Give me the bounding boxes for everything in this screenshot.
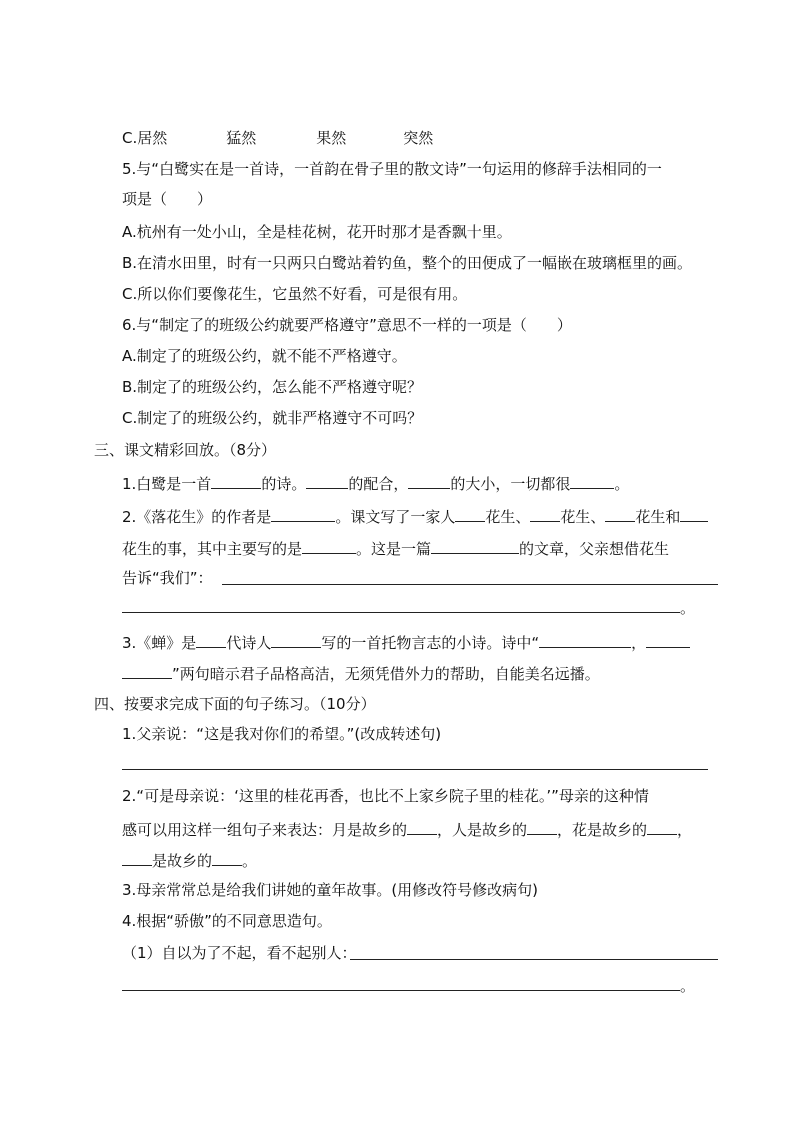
text: 。 [614,475,630,493]
text: ， [677,821,693,839]
option-word: 果然 [316,129,347,147]
fill-blank[interactable] [271,631,321,648]
fill-blank[interactable] [408,472,450,489]
q5-stem-line1: 5.与“白鹭实在是一首诗，一首韵在骨子里的散文诗”一句运用的修辞手法相同的一 [122,160,662,178]
s4-q2-line1: 2.“可是母亲说：‘这里的桂花再香，也比不上家乡院子里的桂花。’”母亲的这种情 [122,787,649,805]
text: 花生、 [560,508,606,526]
text: 的配合， [348,475,409,493]
q5-stem-line2: 项是（ ） [122,190,213,208]
option-word: 猛然 [226,129,257,147]
option-label: C. [122,129,138,147]
text: ， [631,634,647,652]
text: ”两句暗示君子品格高洁，无须凭借外力的帮助，自能美名远播。 [172,665,600,683]
fill-blank[interactable] [647,818,677,835]
answer-line[interactable] [350,959,718,960]
s4-q4-1: （1）自以为了不起，看不起别人： [122,944,357,962]
fill-blank[interactable] [122,849,152,866]
text: 的诗。 [261,475,307,493]
s3-q2-line4-end: 。 [680,599,696,617]
s3-q3-line2 [122,662,600,684]
q4-option-c [122,128,433,148]
fill-blank[interactable] [646,631,690,648]
text: 的文章，父亲想借花生 [519,540,670,558]
fill-blank[interactable] [196,631,226,648]
fill-blank[interactable] [212,849,242,866]
q6-option-c: C.制定了的班级公约，就非严格遵守不可吗？ [122,409,423,427]
fill-blank[interactable] [455,505,485,522]
fill-blank[interactable] [211,472,261,489]
fill-blank[interactable] [530,505,560,522]
q6-stem: 6.与“制定了的班级公约就要严格遵守”意思不一样的一项是（ ） [122,316,572,334]
s4-q3: 3.母亲常常总是给我们讲她的童年故事。(用修改符号修改病句) [122,881,539,899]
text: 感可以用这样一组句子来表达：月是故乡的 [122,821,408,839]
text: 。 [242,852,258,870]
text: 。这是一篇 [356,540,432,558]
text: 花生、 [485,508,531,526]
answer-line[interactable] [222,584,718,585]
q6-option-b: B.制定了的班级公约，怎么能不严格遵守呢？ [122,378,423,396]
fill-blank[interactable] [122,662,172,679]
fill-blank[interactable] [527,818,557,835]
s3-q2-line3: 告诉“我们”： [122,569,213,587]
text: 1.白鹭是一首 [122,475,212,493]
fill-blank[interactable] [539,631,631,648]
section3-title: 三、课文精彩回放。（8分） [94,441,277,459]
q5-option-c: C.所以你们要像花生，它虽然不好看，可是很有用。 [122,285,468,303]
s4-q2-line3 [122,849,257,871]
text: ，人是故乡的 [437,821,528,839]
fill-blank[interactable] [306,472,348,489]
text: 花生和 [635,508,681,526]
text: 3.《蝉》是 [122,634,197,652]
fill-blank[interactable] [431,537,519,554]
s3-q2-line2 [122,537,669,559]
text: 花生的事，其中主要写的是 [122,540,303,558]
text: 是故乡的 [152,852,213,870]
text: 写的一首托物言志的小诗。诗中“ [321,634,540,652]
s3-q1 [122,472,629,494]
text: 代诗人 [226,634,272,652]
fill-blank[interactable] [570,472,614,489]
text: 。课文写了一家人 [335,508,456,526]
text: 2.《落花生》的作者是 [122,508,272,526]
section4-title: 四、按要求完成下面的句子练习。（10分） [94,695,376,713]
fill-blank[interactable] [302,537,356,554]
text: 的大小，一切都很 [450,475,571,493]
s4-q4: 4.根据“骄傲”的不同意思造句。 [122,912,332,930]
answer-line[interactable] [122,612,680,613]
q6-option-a: A.制定了的班级公约，就不能不严格遵守。 [122,347,407,365]
answer-line[interactable] [122,990,680,991]
q5-option-b: B.在清水田里，时有一只两只白鹭站着钓鱼，整个的田便成了一幅嵌在玻璃框里的画。 [122,254,693,272]
q5-option-a: A.杭州有一处小山，全是桂花树，花开时那才是香飘十里。 [122,223,512,241]
fill-blank[interactable] [605,505,635,522]
answer-line[interactable] [122,769,708,770]
s3-q2-line1 [122,505,708,527]
s3-q3-line1 [122,631,690,653]
fill-blank[interactable] [407,818,437,835]
fill-blank[interactable] [271,505,335,522]
fill-blank[interactable] [680,505,708,522]
s4-q2-line2 [122,818,692,840]
s4-q1: 1.父亲说：“这是我对你们的希望。”(改成转述句) [122,725,442,743]
s4-q4-1-end: 。 [680,977,696,995]
text: ，花是故乡的 [557,821,648,839]
option-word: 突然 [403,129,434,147]
option-word: 居然 [137,129,168,147]
